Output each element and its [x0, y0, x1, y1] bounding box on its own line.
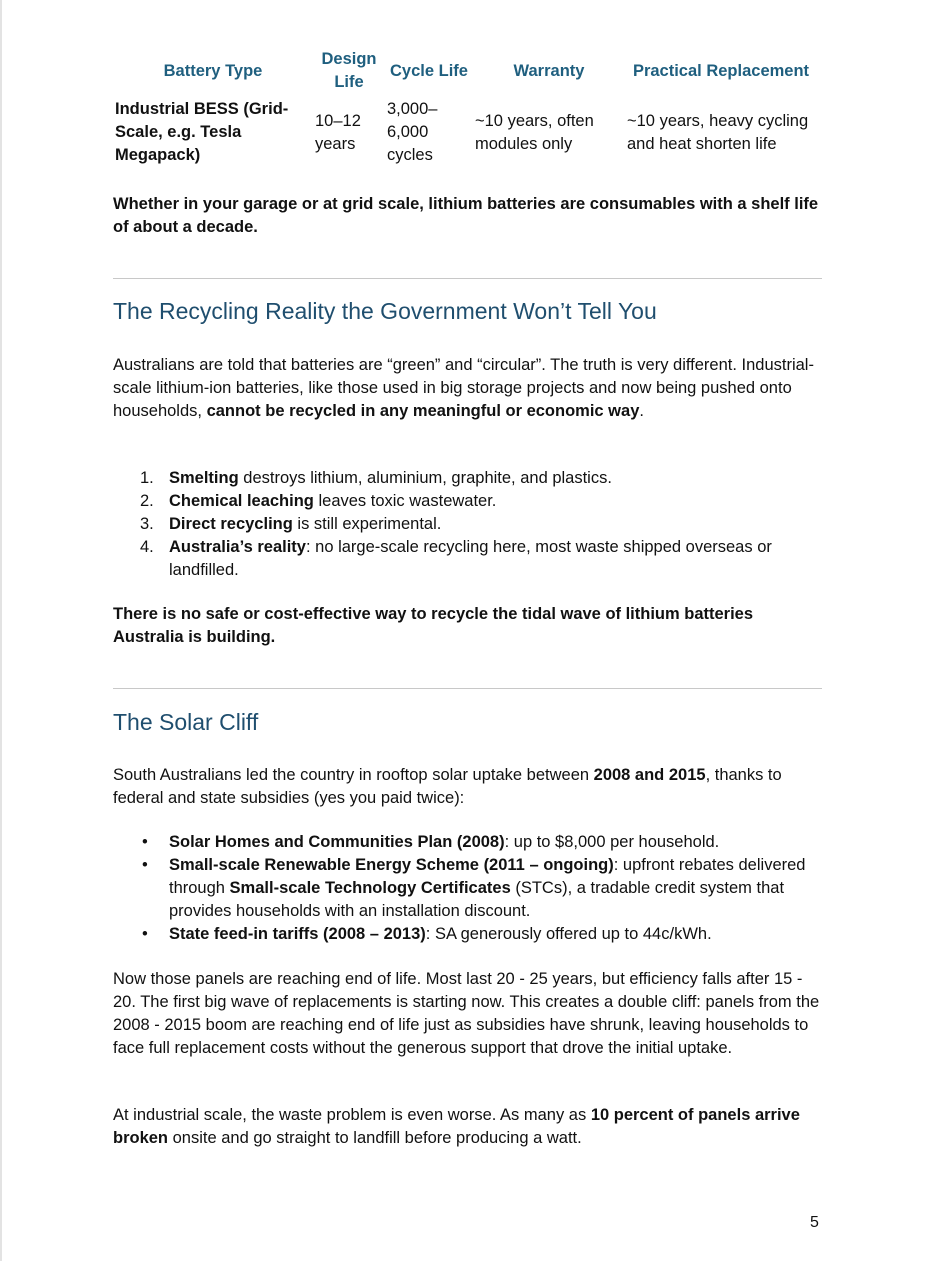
- list-item: 3. Direct recycling is still experimental.: [140, 515, 442, 533]
- col-header-cycle-life: Cycle Life: [390, 61, 468, 80]
- page-number: 5: [810, 1214, 819, 1231]
- table-summary: Whether in your garage or at grid scale, lithium batteries are consumables with a shelf life of about a decade.: [113, 195, 819, 236]
- battery-table: [113, 48, 817, 167]
- list-item: 1. Smelting destroys lithium, aluminium, graphite, and plastics.: [140, 469, 612, 487]
- list-item: 4. Australia’s reality: no large-scale recycling here, most waste shipped overseas or landfilled.: [140, 538, 772, 579]
- list-item: • Small-scale Renewable Energy Scheme (2011 – ongoing): upfront rebates delivered through Small-scale Technology Certificates (STCs), a tradable credit system that provides households with an installation discount.: [142, 856, 806, 920]
- recycling-heading: The Recycling Reality the Government Won’t Tell You: [113, 298, 657, 324]
- cell-design-life: 10–12 years: [315, 111, 361, 153]
- list-item: 2. Chemical leaching leaves toxic wastewater.: [140, 492, 497, 510]
- cell-battery-type: Industrial BESS (Grid-Scale, e.g. Tesla Megapack): [115, 100, 289, 164]
- recycling-intro: Australians are told that batteries are “green” and “circular”. The truth is very different. Industrial-scale lithium-ion batteries, like those used in big storage projects and now being pushed onto households, cannot be recycled in any meaningful or economic way.: [113, 356, 814, 420]
- cell-practical-replacement: ~10 years, heavy cycling and heat shorten life: [627, 111, 809, 153]
- list-item: • State feed-in tariffs (2008 – 2013): SA generously offered up to 44c/kWh.: [142, 925, 712, 943]
- solar-intro: South Australians led the country in rooftop solar uptake between 2008 and 2015, thanks to federal and state subsidies (yes you paid twice):: [113, 766, 782, 807]
- col-header-design-life: Design Life: [321, 50, 377, 91]
- section-divider: [113, 688, 822, 689]
- col-header-practical-replacement: Practical Replacement: [632, 61, 810, 80]
- solar-heading: The Solar Cliff: [113, 709, 259, 735]
- page-edge: [0, 0, 2, 1261]
- list-item: • Solar Homes and Communities Plan (2008): up to $8,000 per household.: [142, 833, 720, 851]
- section-divider: [113, 278, 822, 279]
- solar-paragraph-end-of-life: Now those panels are reaching end of life. Most last 20 - 25 years, but efficiency falls after 15 - 20. The first big wave of replacements is starting now. This creates a double cliff: panels from the 2008 - 2015 boom are reaching end of life just as subsidies have shrunk, leaving households to face full replacement costs without the generous support that drove the initial uptake.: [113, 970, 820, 1057]
- recycling-list: [113, 467, 823, 582]
- table-row: [113, 98, 817, 167]
- col-header-warranty: Warranty: [513, 61, 585, 80]
- solar-paragraph-industrial-waste: At industrial scale, the waste problem is even worse. As many as 10 percent of panels arrive broken onsite and go straight to landfill before producing a watt.: [113, 1106, 800, 1147]
- table-header-row: [113, 48, 817, 98]
- cell-cycle-life: 3,000–6,000 cycles: [387, 100, 438, 164]
- recycling-conclusion: There is no safe or cost-effective way to recycle the tidal wave of lithium batteries Australia is building.: [113, 605, 754, 646]
- cell-warranty: ~10 years, often modules only: [475, 111, 594, 153]
- col-header-battery-type: Battery Type: [163, 61, 263, 80]
- solar-subsidy-list: [113, 831, 823, 946]
